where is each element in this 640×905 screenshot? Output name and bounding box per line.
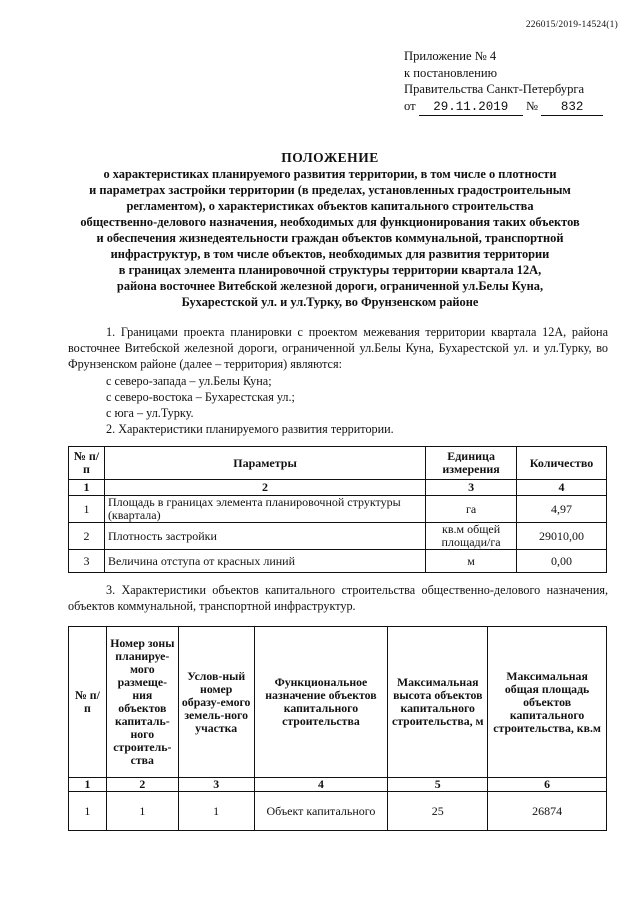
from-label: от xyxy=(404,98,416,113)
table-row xyxy=(69,496,607,523)
table-number-row xyxy=(69,778,607,792)
boundary-item: с северо-запада – ул.Белы Куна; xyxy=(106,373,272,388)
row-parameter: Площадь в границах элемента планировочной структуры (квартала) xyxy=(104,496,425,523)
col-index: 2 xyxy=(106,778,178,792)
col-header-plot-number: Услов-ный номер образу-емого земель-ного участка xyxy=(178,627,254,778)
row-plot-number: 1 xyxy=(178,792,254,831)
boundary-item: с северо-востока – Бухарестская ул.; xyxy=(106,389,295,404)
row-unit: м xyxy=(426,550,517,573)
col-header-unit: Единица измерения xyxy=(426,447,517,480)
col-index: 3 xyxy=(426,480,517,496)
appendix-line-1: Приложение № 4 xyxy=(404,49,497,63)
col-index: 3 xyxy=(178,778,254,792)
title-line: о характеристиках планируемого развития территории, в том числе о плотности xyxy=(103,167,557,181)
appendix-line-2: к постановлению xyxy=(404,65,498,80)
col-header-number: № п/п xyxy=(69,447,105,480)
row-parameter: Плотность застройки xyxy=(104,523,425,550)
col-header-max-area: Максимальная общая площадь объектов капитального строительства, кв.м xyxy=(488,627,607,778)
title-heading: ПОЛОЖЕНИЕ xyxy=(281,150,379,165)
col-index: 6 xyxy=(488,778,607,792)
appendix-date-line xyxy=(404,98,603,116)
row-value: 4,97 xyxy=(517,496,607,523)
col-index: 4 xyxy=(517,480,607,496)
title-line: и обеспечения жизнедеятельности граждан объектов коммунальной, транспортной xyxy=(96,231,564,245)
row-parameter: Величина отступа от красных линий xyxy=(104,550,425,573)
row-unit: кв.м общей площади/га xyxy=(426,523,517,550)
row-unit: га xyxy=(426,496,517,523)
col-index: 1 xyxy=(69,778,107,792)
resolution-number: 832 xyxy=(541,100,603,116)
boundary-item: с юга – ул.Турку. xyxy=(106,406,194,421)
section-3-text: 3. Характеристики объектов капитального строительства общественно-делового назначения, объектов коммунальной, транспортной инфраструктур. xyxy=(68,583,608,614)
table-row xyxy=(69,792,607,831)
table-header-row xyxy=(69,447,607,480)
table-number-row xyxy=(69,480,607,496)
title-line: инфраструктур, в том числе объектов, необходимых для развития территории xyxy=(110,247,550,261)
col-index: 5 xyxy=(388,778,488,792)
row-max-area: 26874 xyxy=(488,792,607,831)
table-header-row xyxy=(69,627,607,778)
section-1 xyxy=(68,324,608,437)
row-value: 0,00 xyxy=(517,550,607,573)
section-2-heading: 2. Характеристики планируемого развития территории. xyxy=(106,422,394,437)
row-zone-number: 1 xyxy=(106,792,178,831)
row-max-height: 25 xyxy=(388,792,488,831)
title-line: района восточнее Витебской железной дороги, ограниченной ул.Белы Куна, xyxy=(116,279,544,293)
section-3 xyxy=(68,582,608,614)
col-header-function: Функциональное назначение объектов капитального строительства xyxy=(254,627,388,778)
title-line: общественно-делового назначения, необходимых для функционирования таких объектов xyxy=(80,215,580,229)
table-row xyxy=(69,550,607,573)
number-label: № xyxy=(525,98,538,113)
document-title xyxy=(40,150,620,310)
title-line: регламентом), о характеристиках объектов капитального строительства xyxy=(126,199,534,213)
row-number: 1 xyxy=(69,792,107,831)
col-header-max-height: Максимальная высота объектов капитального строительства, м xyxy=(388,627,488,778)
table-row xyxy=(69,523,607,550)
row-number: 1 xyxy=(69,496,105,523)
appendix-line-3: Правительства Санкт-Петербурга xyxy=(404,82,585,96)
title-line: Бухарестской ул. и ул.Турку, во Фрунзенском районе xyxy=(181,295,479,309)
appendix-block xyxy=(404,48,603,116)
title-line: и параметрах застройки территории (в пределах, установленных градостроительным xyxy=(89,183,571,197)
capital-construction-table xyxy=(68,626,607,831)
section-1-text: 1. Границами проекта планировки с проектом межевания территории квартала 12А, района восточнее Витебской железной дороги, ограниченной ул.Белы Куна, Бухарестской ул. и ул.Турку, во Фрунзенском районе (далее – территория) являются: xyxy=(68,325,608,372)
row-number: 2 xyxy=(69,523,105,550)
title-line: в границах элемента планировочной структуры территории квартала 12А, xyxy=(118,263,542,277)
col-header-parameters: Параметры xyxy=(104,447,425,480)
col-header-number: № п/п xyxy=(69,627,107,778)
row-value: 29010,00 xyxy=(517,523,607,550)
col-index: 2 xyxy=(104,480,425,496)
col-index: 1 xyxy=(69,480,105,496)
development-characteristics-table xyxy=(68,446,607,573)
document-id: 226015/2019-14524(1) xyxy=(525,20,618,30)
resolution-date: 29.11.2019 xyxy=(419,100,523,116)
row-function: Объект капитального xyxy=(254,792,388,831)
row-number: 3 xyxy=(69,550,105,573)
col-header-quantity: Количество xyxy=(517,447,607,480)
col-index: 4 xyxy=(254,778,388,792)
col-header-zone-number: Номер зоны планируе-мого размеще-ния объектов капиталь-ного строитель-ства xyxy=(106,627,178,778)
